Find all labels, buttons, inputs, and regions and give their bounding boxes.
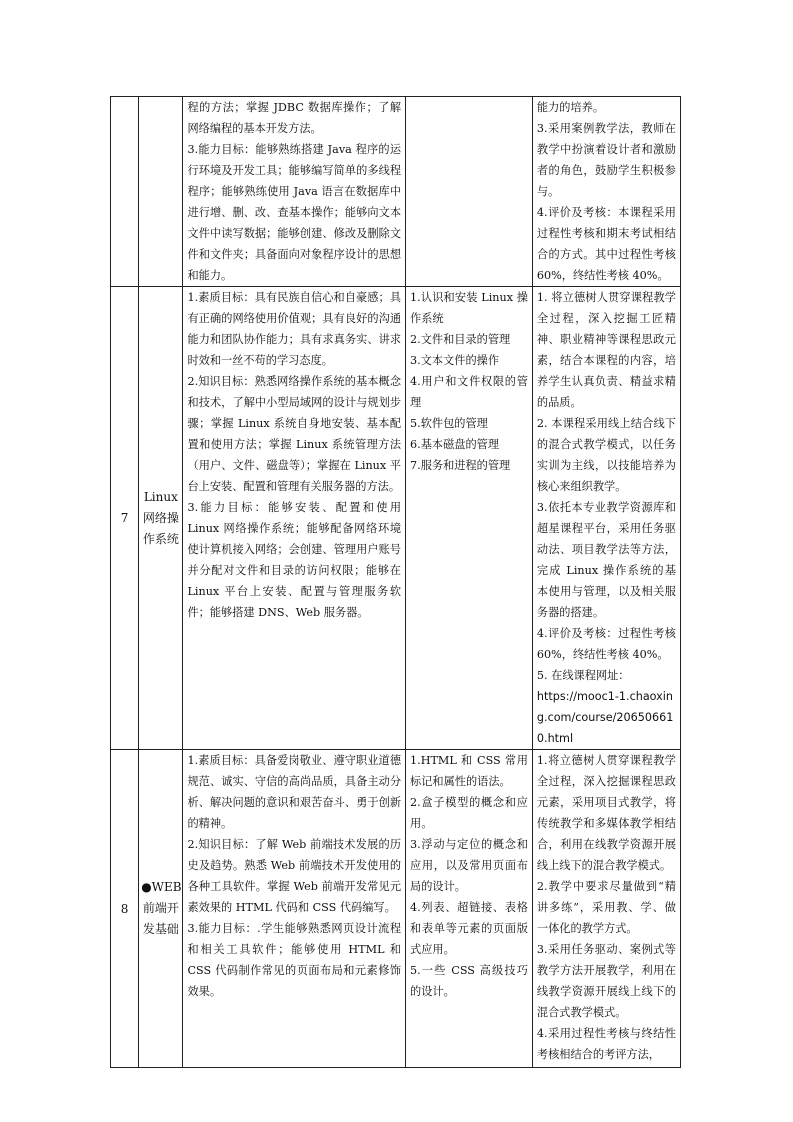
table-row bbox=[111, 287, 681, 750]
course-name: Linux网络操作系统 bbox=[142, 489, 179, 546]
method-text: 2. 本课程采用线上结合线下的混合式教学模式，以任务实训为主线，以技能培养为核心来组织教学。 bbox=[536, 417, 676, 493]
method-text: 3.依托本专业教学资源库和超星课程平台，采用任务驱动法、项目教学法等方法，完成 Linux 操作系统的基本使用与管理，以及相关服务器的搭建。 bbox=[536, 501, 676, 619]
goals-cell bbox=[183, 750, 406, 1068]
course-name-cell bbox=[139, 97, 183, 287]
content-cell bbox=[406, 287, 533, 750]
goal-text: 3.能力目标：能够安装、配置和使用 Linux 网络操作系统；能够配备网络环境使计算机接入网络；会创建、管理用户账号并分配对文件和目录的访问权限；能够在 Linux 平台上安装、配置与管理服务软件；能够搭建 DNS、Web 服务器。 bbox=[187, 501, 402, 619]
goal-text: 1.素质目标：具备爱岗敬业、遵守职业道德规范、诚实、守信的高尚品质，具备主动分析、解决问题的意识和艰苦奋斗、勇于创新的精神。 bbox=[187, 754, 402, 830]
content-item: 1.认识和安装 Linux 操作系统 bbox=[410, 291, 528, 325]
method-text: 2.教学中要求尽量做到“精讲多练”，采用教、学、做一体化的教学方式。 bbox=[536, 880, 676, 935]
goal-text: 1.素质目标：具有民族自信心和自豪感；具有正确的网络使用价值观；具有良好的沟通能力和团队协作能力；具有求真务实、讲求时效和一丝不苟的学习态度。 bbox=[187, 291, 402, 367]
goal-text: 2.知识目标：了解 Web 前端技术发展的历史及趋势。熟悉 Web 前端技术开发使用的各种工具软件。掌握 Web 前端开发常见元素效果的 HTML 代码和 CSS 代码编写。 bbox=[187, 838, 402, 914]
method-cell bbox=[532, 750, 680, 1068]
table-row bbox=[111, 750, 681, 1068]
goal-text: 程的方法；掌握 JDBC 数据库操作；了解网络编程的基本开发方法。 bbox=[187, 101, 402, 135]
goals-cell bbox=[183, 287, 406, 750]
method-text: 4.采用过程性考核与终结性考核相结合的考评方法， bbox=[536, 1027, 676, 1061]
method-cell bbox=[532, 97, 680, 287]
curriculum-table bbox=[110, 96, 681, 1068]
method-text: 4.评价及考核：本课程采用过程性考核和期末考试相结合的方式。其中过程性考核 60%，终结性考核 40%。 bbox=[536, 206, 676, 282]
method-text: 5. 在线课程网址： bbox=[536, 669, 630, 682]
table-row bbox=[111, 97, 681, 287]
course-name-cell bbox=[139, 750, 183, 1068]
goal-text: 2.知识目标：熟悉网络操作系统的基本概念和技术，了解中小型局域网的设计与规划步骤；掌握 Linux 系统自身地安装、基本配置和使用方法；掌握 Linux 系统管理方法（用户、文件、磁盘等）；掌握在 Linux 平台上安装、配置和管理有关服务器的方法。 bbox=[187, 375, 402, 493]
row-number-cell: 8 bbox=[111, 750, 139, 1068]
content-item: 6.基本磁盘的管理 bbox=[410, 438, 500, 451]
course-name: ●WEB前端开发基础 bbox=[141, 880, 182, 936]
goal-text: 3.能力目标：.学生能够熟悉网页设计流程和相关工具软件；能够使用 HTML 和 CSS 代码制作常见的页面布局和元素修饰效果。 bbox=[187, 922, 402, 998]
course-url-link[interactable]: https://mooc1-1.chaoxing.com/course/206506610.html bbox=[536, 690, 674, 745]
content-item: 2.文件和目录的管理 bbox=[410, 333, 511, 346]
content-item: 3.浮动与定位的概念和应用，以及常用页面布局的设计。 bbox=[410, 838, 528, 893]
content-cell bbox=[406, 97, 533, 287]
method-text: 能力的培养。 bbox=[536, 101, 605, 114]
method-text: 3.采用案例教学法，教师在教学中扮演着设计者和激励者的角色，鼓励学生积极参与。 bbox=[536, 122, 676, 198]
row-number-cell: 7 bbox=[111, 287, 139, 750]
goals-cell bbox=[183, 97, 406, 287]
method-text: 1. 将立德树人贯穿课程教学全过程，深入挖掘工匠精神、职业精神等课程思政元素，结合本课程的内容，培养学生认真负责、精益求精的品质。 bbox=[536, 291, 676, 409]
method-cell bbox=[532, 287, 680, 750]
method-text: 1.将立德树人贯穿课程教学全过程，深入挖掘课程思政元素，采用项目式教学，将传统教学和多媒体教学相结合，利用在线教学资源开展线上线下的混合教学模式。 bbox=[536, 754, 676, 872]
course-name-cell bbox=[139, 287, 183, 750]
content-item: 4.列表、超链接、表格和表单等元素的页面版式应用。 bbox=[410, 901, 528, 956]
content-cell bbox=[406, 750, 533, 1068]
content-item: 5.软件包的管理 bbox=[410, 417, 488, 430]
content-item: 3.文本文件的操作 bbox=[410, 354, 500, 367]
method-text: 3.采用任务驱动、案例式等教学方法开展教学，利用在线教学资源开展线上线下的混合式教学模式。 bbox=[536, 943, 676, 1019]
content-item: 1.HTML 和 CSS 常用标记和属性的语法。 bbox=[410, 754, 528, 788]
row-number-cell bbox=[111, 97, 139, 287]
method-text: 4.评价及考核：过程性考核 60%，终结性考核 40%。 bbox=[536, 627, 676, 661]
goal-text: 3.能力目标：能够熟练搭建 Java 程序的运行环境及开发工具；能够编写简单的多线程程序；能够熟练使用 Java 语言在数据库中进行增、删、改、查基本操作；能够向文本文件中读写数据；能够创建、修改及删除文件和文件夹；具备面向对象程序设计的思想和能力。 bbox=[187, 143, 402, 282]
content-item: 2.盒子模型的概念和应用。 bbox=[410, 796, 528, 830]
content-item: 7.服务和进程的管理 bbox=[410, 459, 511, 472]
content-item: 5.一些 CSS 高级技巧的设计。 bbox=[410, 964, 528, 998]
content-item: 4.用户和文件权限的管理 bbox=[410, 375, 528, 409]
